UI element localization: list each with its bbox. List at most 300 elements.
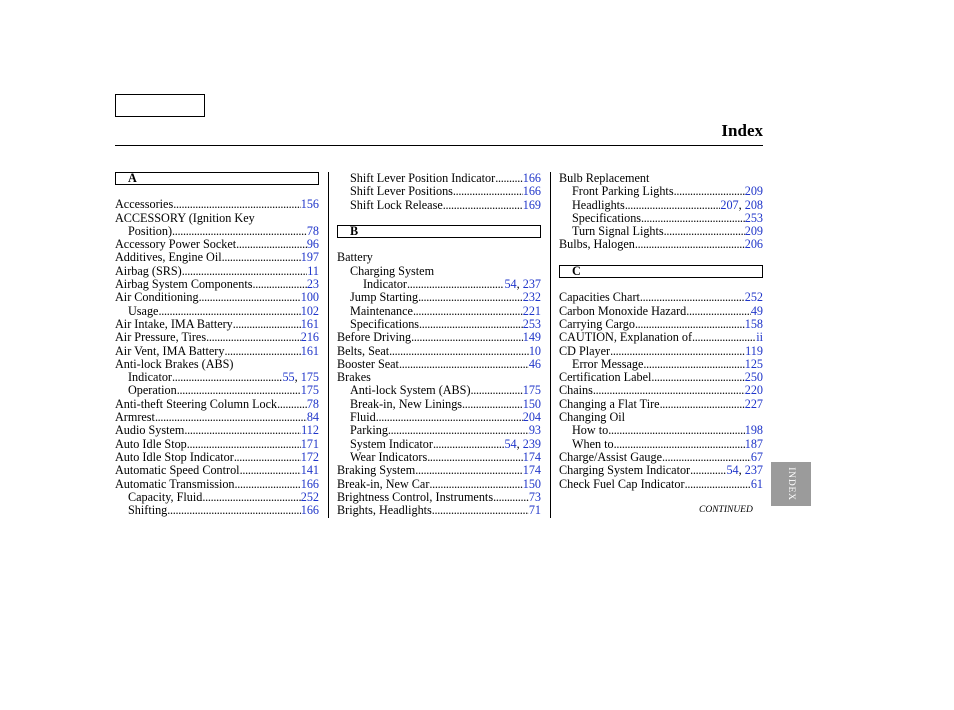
- page-refs: [301, 331, 319, 344]
- index-entry: [115, 371, 319, 384]
- page-link[interactable]: 227: [744, 396, 763, 411]
- dot-leader: [462, 398, 523, 411]
- dot-leader: [199, 291, 301, 304]
- page-refs: [751, 478, 763, 491]
- index-entry: [337, 345, 541, 358]
- page-refs: [529, 504, 541, 517]
- page-link[interactable]: 125: [744, 356, 763, 371]
- entry-text: Airbag (SRS): [115, 263, 182, 278]
- index-entry: [115, 305, 319, 318]
- dot-leader: [640, 291, 745, 304]
- page-refs: 55, 175: [282, 370, 319, 385]
- page-link[interactable]: 78: [306, 223, 319, 238]
- page-link[interactable]: 158: [744, 316, 763, 331]
- page-refs: [523, 398, 541, 411]
- entry-text: Charging System Indicator: [559, 463, 691, 478]
- section-header: C: [559, 265, 763, 278]
- page-refs: [745, 345, 763, 358]
- dot-leader: [418, 291, 523, 304]
- page-refs: [301, 291, 319, 304]
- index-heading: Changing Oil: [559, 410, 626, 425]
- page-link[interactable]: 141: [300, 463, 319, 478]
- dot-leader: [643, 358, 744, 371]
- page-link[interactable]: 71: [528, 503, 541, 518]
- page-link[interactable]: 220: [744, 383, 763, 398]
- dot-leader: [399, 358, 529, 371]
- column-divider: [550, 172, 551, 518]
- page-refs: [745, 291, 763, 304]
- dot-leader: [389, 345, 529, 358]
- dot-leader: [240, 464, 301, 477]
- dot-leader: [233, 318, 301, 331]
- page-link[interactable]: 78: [306, 396, 319, 411]
- page-refs: [745, 185, 763, 198]
- index-entry: [337, 331, 541, 344]
- entry-text: Carrying Cargo: [559, 316, 635, 331]
- index-column-2: [337, 172, 541, 517]
- page-refs: [745, 238, 763, 251]
- page-refs: [745, 212, 763, 225]
- entry-text: Shift Lock Release: [350, 197, 443, 212]
- page-link[interactable]: 100: [300, 290, 319, 305]
- page-refs: [307, 265, 319, 278]
- entry-text: Automatic Transmission: [115, 476, 235, 491]
- dot-leader: [277, 398, 307, 411]
- dot-leader: [427, 451, 523, 464]
- entry-text: Indicator: [363, 277, 407, 292]
- side-tab-label: INDEX: [786, 467, 796, 501]
- entry-text: CD Player: [559, 343, 611, 358]
- entry-text: Specifications: [350, 316, 420, 331]
- index-entry: [115, 278, 319, 291]
- index-entry: [559, 318, 763, 331]
- dot-leader: [234, 451, 301, 464]
- page-link[interactable]: 73: [528, 489, 541, 504]
- entry-text: Armrest: [115, 410, 155, 425]
- index-entry: [115, 451, 319, 464]
- page-link[interactable]: 207: [720, 197, 739, 212]
- dot-leader: [593, 384, 745, 397]
- index-entry: [559, 305, 763, 318]
- index-entry: [337, 318, 541, 331]
- page-refs: [523, 478, 541, 491]
- page-refs: [301, 491, 319, 504]
- entry-text: System Indicator: [350, 436, 433, 451]
- page-refs: 54, 237: [726, 463, 763, 478]
- page-refs: [307, 398, 319, 411]
- index-entry: [337, 478, 541, 491]
- page-link[interactable]: 174: [522, 449, 541, 464]
- page-link[interactable]: 49: [750, 303, 763, 318]
- page-link[interactable]: 10: [528, 343, 541, 358]
- spacer: [337, 238, 541, 251]
- page-refs: [745, 398, 763, 411]
- entry-text: Capacities Chart: [559, 290, 640, 305]
- page-link[interactable]: 253: [744, 210, 763, 225]
- entry-text: Additives, Engine Oil: [115, 250, 222, 265]
- page-link[interactable]: 237: [522, 277, 541, 292]
- page-refs: [301, 251, 319, 264]
- page-link[interactable]: 216: [300, 330, 319, 345]
- column-divider: [328, 172, 329, 518]
- entry-text: Operation: [128, 383, 177, 398]
- page-link[interactable]: 172: [300, 449, 319, 464]
- dot-leader: [172, 225, 307, 238]
- index-entry: [337, 305, 541, 318]
- entry-text: Jump Starting: [350, 290, 419, 305]
- continued-label: CONTINUED: [699, 505, 753, 515]
- page-refs: [529, 358, 541, 371]
- dot-leader: [690, 464, 726, 477]
- page-refs: [307, 411, 319, 424]
- page-link[interactable]: 55: [282, 370, 295, 385]
- index-entry: [559, 424, 763, 437]
- page-link[interactable]: 208: [744, 197, 763, 212]
- dot-leader: [608, 424, 744, 437]
- dot-leader: [236, 238, 307, 251]
- dot-leader: [429, 478, 522, 491]
- spacer: [559, 278, 763, 291]
- page-refs: [523, 331, 541, 344]
- dot-leader: [388, 424, 529, 437]
- dot-leader: [493, 491, 529, 504]
- entry-text: Headlights: [572, 197, 625, 212]
- entry-text: Brightness Control, Instruments: [337, 489, 494, 504]
- dot-leader: [376, 411, 523, 424]
- page-link[interactable]: 156: [300, 197, 319, 212]
- index-entry: [115, 318, 319, 331]
- index-entry: [559, 225, 763, 238]
- index-entry: [559, 345, 763, 358]
- entry-text: Accessories: [115, 197, 174, 212]
- entry-text: How to: [572, 423, 609, 438]
- page-link[interactable]: 166: [522, 184, 541, 199]
- page-link[interactable]: 11: [307, 263, 319, 278]
- entry-text: Air Conditioning: [115, 290, 199, 305]
- index-entry: [337, 451, 541, 464]
- dot-leader: [443, 199, 523, 212]
- page-refs: 207, 208: [720, 197, 763, 212]
- index-entry: [337, 491, 541, 504]
- page-link[interactable]: 119: [745, 343, 763, 358]
- entry-text: Indicator: [128, 370, 172, 385]
- page-refs: [523, 318, 541, 331]
- index-entry: [337, 172, 541, 185]
- page-refs: [529, 424, 541, 437]
- dot-leader: [173, 198, 301, 211]
- dot-leader: [222, 251, 301, 264]
- page-link[interactable]: 206: [744, 237, 763, 252]
- index-entry: [559, 464, 763, 477]
- entry-text: Chains: [559, 383, 593, 398]
- page-link[interactable]: 204: [522, 410, 541, 425]
- page-refs: [301, 318, 319, 331]
- index-entry: [337, 291, 541, 304]
- page-link[interactable]: 112: [301, 423, 319, 438]
- entry-text: Charge/Assist Gauge: [559, 449, 663, 464]
- page-link[interactable]: 232: [522, 290, 541, 305]
- dot-leader: [224, 345, 300, 358]
- dot-leader: [407, 278, 504, 291]
- entry-text: Shift Lever Positions: [350, 184, 453, 199]
- dot-leader: [471, 384, 523, 397]
- entry-text: Air Pressure, Tires: [115, 330, 207, 345]
- index-entry: [337, 358, 541, 371]
- index-entry: [337, 278, 541, 291]
- page-link[interactable]: 252: [744, 290, 763, 305]
- index-entry: [559, 238, 763, 251]
- index-entry: [337, 438, 541, 451]
- page-link[interactable]: 187: [744, 436, 763, 451]
- entry-text: Shift Lever Position Indicator: [350, 171, 496, 185]
- entry-text: Air Vent, IMA Battery: [115, 343, 225, 358]
- dot-leader: [413, 305, 523, 318]
- page-refs: 54, 237: [504, 277, 541, 292]
- page-refs: [301, 305, 319, 318]
- page-link[interactable]: 221: [522, 303, 541, 318]
- page-link[interactable]: 93: [528, 423, 541, 438]
- section-header: B: [337, 225, 541, 238]
- page-refs: [745, 318, 763, 331]
- page-refs: [307, 238, 319, 251]
- entry-text: Belts, Seat: [337, 343, 390, 358]
- page-link[interactable]: 150: [522, 476, 541, 491]
- page-refs: [301, 424, 319, 437]
- index-entry: [115, 251, 319, 264]
- index-entry: [559, 478, 763, 491]
- index-entry: [559, 451, 763, 464]
- entry-text: Braking System: [337, 463, 416, 478]
- index-entry: [559, 331, 763, 344]
- dot-leader: [184, 424, 301, 437]
- page-refs: [745, 424, 763, 437]
- page-link[interactable]: 150: [522, 396, 541, 411]
- dot-leader: [202, 491, 300, 504]
- spacer: [559, 252, 763, 265]
- entry-text: Bulbs, Halogen: [559, 237, 635, 252]
- dot-leader: [685, 478, 751, 491]
- page-refs: [301, 464, 319, 477]
- page-link[interactable]: 54: [504, 436, 517, 451]
- page-link[interactable]: 169: [522, 197, 541, 212]
- dot-leader: [177, 384, 301, 397]
- dot-leader: [411, 331, 523, 344]
- page-refs: [523, 291, 541, 304]
- page-link[interactable]: 166: [300, 503, 319, 518]
- dot-leader: [252, 278, 306, 291]
- page-refs: [745, 358, 763, 371]
- index-entry: [559, 371, 763, 384]
- page-link[interactable]: 209: [744, 224, 763, 239]
- index-column-3: [559, 172, 763, 491]
- page-refs: [751, 451, 763, 464]
- entry-text: Maintenance: [350, 303, 413, 318]
- index-entry: [559, 438, 763, 451]
- entry-text: Brights, Headlights: [337, 503, 432, 518]
- page-link[interactable]: 54: [726, 463, 739, 478]
- dot-leader: [674, 185, 745, 198]
- dot-leader: [610, 345, 745, 358]
- index-entry: [337, 464, 541, 477]
- page-link[interactable]: 171: [300, 436, 319, 451]
- page-link[interactable]: 149: [522, 330, 541, 345]
- index-column-1: [115, 172, 319, 517]
- entry-text: Turn Signal Lights: [572, 224, 664, 239]
- page-refs: [523, 185, 541, 198]
- entry-text: Specifications: [572, 210, 642, 225]
- index-entry: [337, 384, 541, 397]
- spacer: [115, 185, 319, 198]
- entry-text: Automatic Speed Control: [115, 463, 240, 478]
- entry-text: Check Fuel Cap Indicator: [559, 476, 685, 491]
- page-refs: [523, 384, 541, 397]
- page-refs: [301, 384, 319, 397]
- entry-text: Audio System: [115, 423, 185, 438]
- page-refs: [301, 198, 319, 211]
- page-refs: [745, 438, 763, 451]
- index-entry: [337, 424, 541, 437]
- dot-leader: [614, 438, 745, 451]
- dot-leader: [662, 451, 751, 464]
- index-entry: [337, 199, 541, 212]
- page-link[interactable]: 239: [522, 436, 541, 451]
- page-link[interactable]: 54: [504, 277, 517, 292]
- index-heading: Battery: [337, 250, 373, 265]
- index-entry: [115, 504, 319, 517]
- index-entry: [115, 491, 319, 504]
- page-refs: [301, 345, 319, 358]
- index-entry: [559, 398, 763, 411]
- entry-text: Carbon Monoxide Hazard: [559, 303, 687, 318]
- entry-text: Certification Label: [559, 370, 652, 385]
- page-refs: [301, 451, 319, 464]
- page-link[interactable]: 84: [306, 410, 319, 425]
- index-entry: [337, 398, 541, 411]
- entry-text: Error Message: [572, 356, 644, 371]
- dot-leader: [495, 172, 523, 185]
- entry-text: Front Parking Lights: [572, 184, 674, 199]
- page-refs: [307, 225, 319, 238]
- index-entry: [559, 199, 763, 212]
- index-entry: [337, 411, 541, 424]
- dot-leader: [641, 212, 745, 225]
- dot-leader: [419, 318, 523, 331]
- page-link[interactable]: 175: [300, 383, 319, 398]
- dot-leader: [187, 438, 301, 451]
- page-refs: [745, 384, 763, 397]
- page-refs: [301, 504, 319, 517]
- index-entry: [115, 384, 319, 397]
- page-link[interactable]: 253: [522, 316, 541, 331]
- index-entry: [559, 358, 763, 371]
- section-header: A: [115, 172, 319, 185]
- entry-text: Break-in, New Linings: [350, 396, 463, 411]
- entry-text: Parking: [350, 423, 388, 438]
- index-entry: [115, 424, 319, 437]
- entry-text: Anti-theft Steering Column Lock: [115, 396, 278, 411]
- page-link[interactable]: 175: [522, 383, 541, 398]
- page-link[interactable]: 23: [306, 277, 319, 292]
- page-refs: [523, 451, 541, 464]
- entry-text: Break-in, New Car: [337, 476, 430, 491]
- dot-leader: [415, 464, 523, 477]
- page-refs: [523, 464, 541, 477]
- dot-leader: [635, 238, 745, 251]
- page-link[interactable]: 102: [300, 303, 319, 318]
- page-link[interactable]: 166: [300, 476, 319, 491]
- page-refs: [523, 172, 541, 185]
- spacer: [337, 212, 541, 225]
- entry-text: When to: [572, 436, 614, 451]
- page-refs: 54, 239: [504, 436, 541, 451]
- dot-leader: [206, 331, 301, 344]
- entry-text: CAUTION, Explanation of: [559, 330, 693, 345]
- page-link[interactable]: ii: [756, 330, 763, 345]
- page-link[interactable]: 174: [522, 463, 541, 478]
- index-side-tab[interactable]: [771, 462, 811, 506]
- index-heading: Charging System: [350, 263, 435, 278]
- page-refs: [301, 478, 319, 491]
- index-heading: Anti-lock Brakes (ABS): [115, 356, 234, 371]
- page-link[interactable]: 161: [300, 343, 319, 358]
- index-entry: [115, 238, 319, 251]
- entry-text: Wear Indicators: [350, 449, 428, 464]
- dot-leader: [625, 199, 721, 212]
- page-link[interactable]: 250: [744, 370, 763, 385]
- page-link[interactable]: 61: [750, 476, 763, 491]
- entry-text: Before Driving: [337, 330, 412, 345]
- entry-text: Shifting: [128, 503, 168, 518]
- index-entry: [559, 291, 763, 304]
- header-rule: [115, 145, 763, 146]
- entry-text: Auto Idle Stop Indicator: [115, 449, 234, 464]
- page-refs: [529, 345, 541, 358]
- dot-leader: [660, 398, 745, 411]
- page-link[interactable]: 175: [300, 370, 319, 385]
- page-link[interactable]: 198: [744, 423, 763, 438]
- page-link[interactable]: 161: [300, 316, 319, 331]
- entry-text: Position): [128, 223, 173, 238]
- page-refs: [307, 278, 319, 291]
- index-entry: [559, 212, 763, 225]
- index-entry: [115, 225, 319, 238]
- page-link[interactable]: 96: [306, 237, 319, 252]
- entry-text: Changing a Flat Tire: [559, 396, 660, 411]
- dot-leader: [432, 504, 529, 517]
- page-link[interactable]: 209: [744, 184, 763, 199]
- dot-leader: [692, 331, 756, 344]
- page-title: Index: [721, 121, 763, 140]
- entry-text: Anti-lock System (ABS): [350, 383, 471, 398]
- index-entry: [115, 291, 319, 304]
- page-link[interactable]: 67: [750, 449, 763, 464]
- page-refs: [745, 225, 763, 238]
- page-link[interactable]: 46: [528, 356, 541, 371]
- page-refs: [751, 305, 763, 318]
- page-link[interactable]: 237: [744, 463, 763, 478]
- top-tab-box: [115, 94, 205, 117]
- index-entry: [337, 504, 541, 517]
- dot-leader: [172, 371, 282, 384]
- page-refs: [756, 331, 763, 344]
- index-entry: [115, 411, 319, 424]
- page-link[interactable]: 197: [300, 250, 319, 265]
- page-link[interactable]: 166: [522, 171, 541, 185]
- dot-leader: [686, 305, 751, 318]
- page-link[interactable]: 252: [300, 489, 319, 504]
- page-refs: [529, 491, 541, 504]
- page-refs: [745, 371, 763, 384]
